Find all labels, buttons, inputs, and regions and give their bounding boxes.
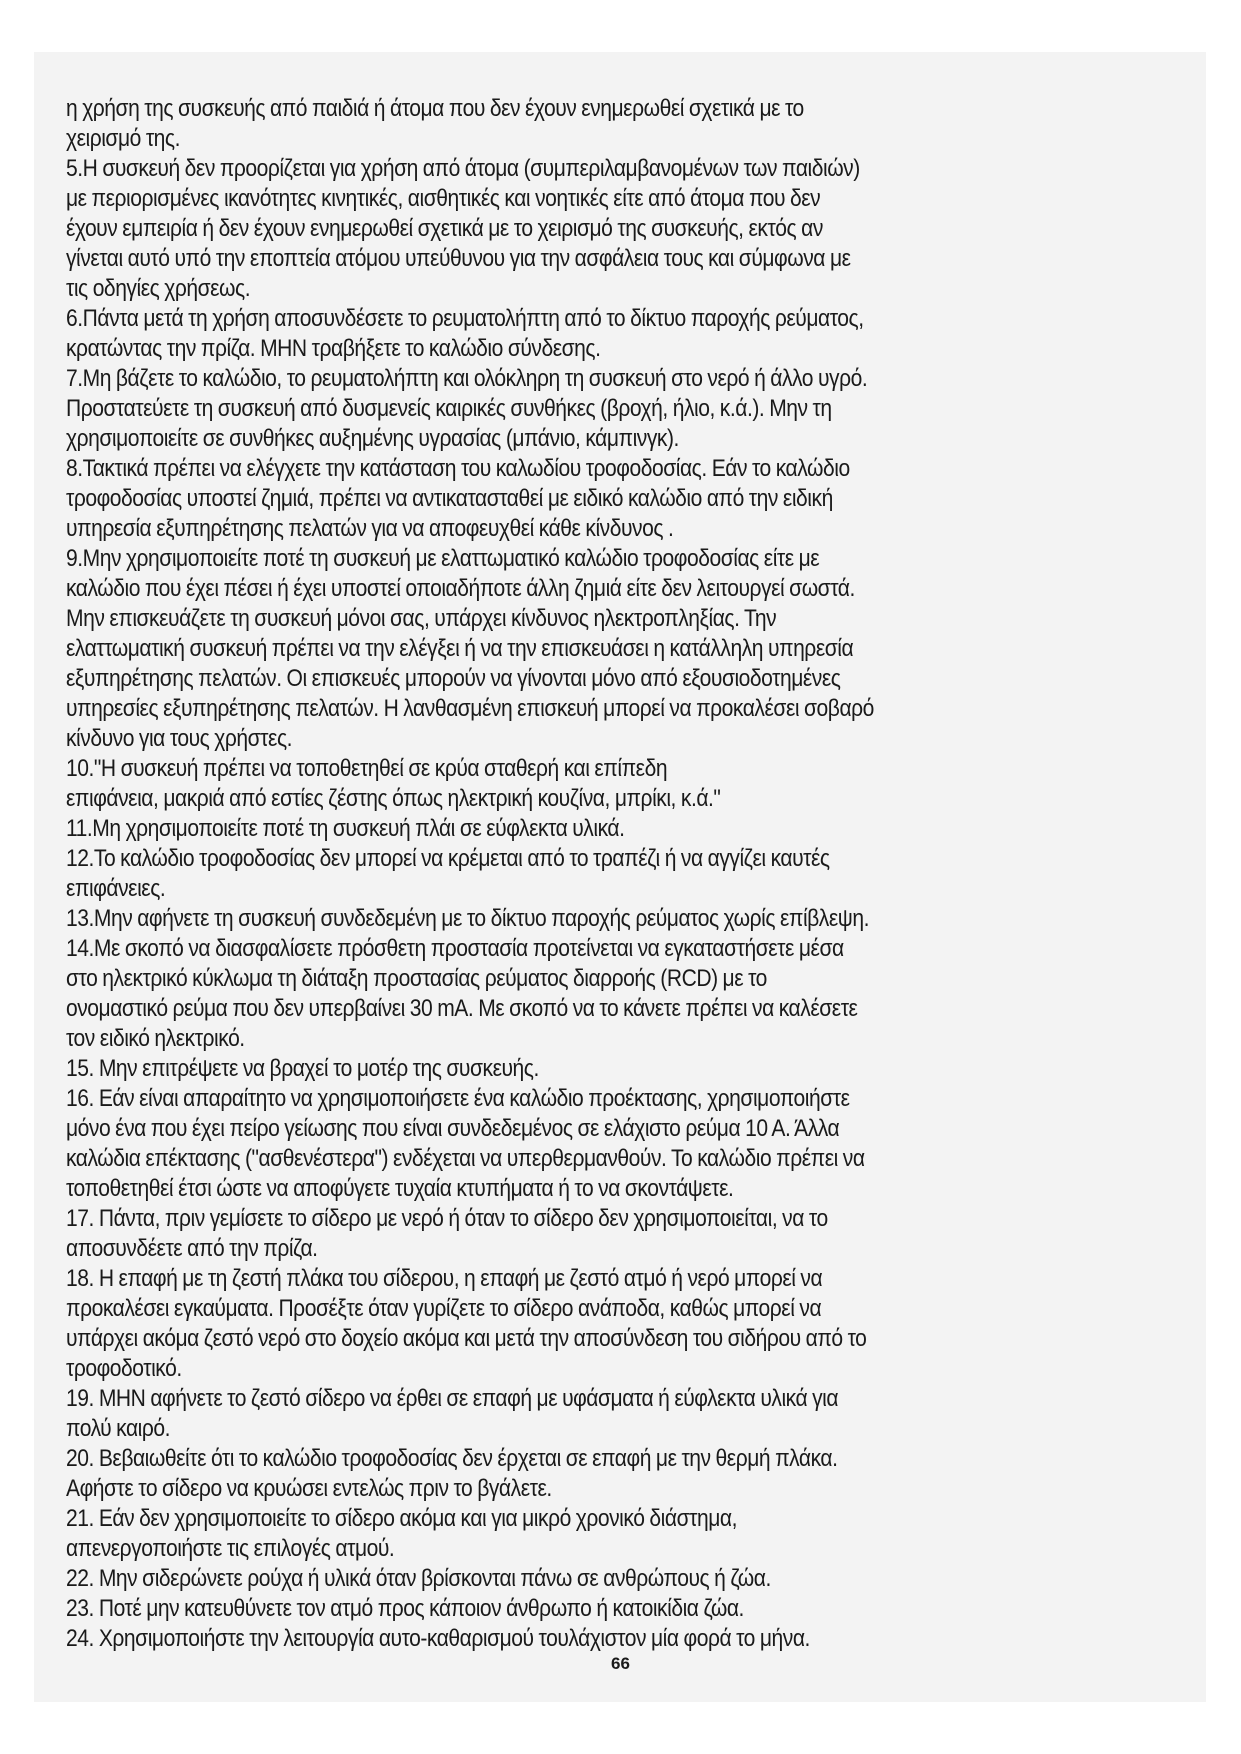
- text-line: 7.Μη βάζετε το καλώδιο, το ρευματολήπτη και ολόκληρη τη συσκευή στο νερό ή άλλο υγρό.: [66, 365, 868, 392]
- text-line: ελαττωματική συσκευή πρέπει να την ελέγξει ή να την επισκευάσει η κατάλληλη υπηρεσία: [66, 635, 854, 662]
- text-line: 22. Μην σιδερώνετε ρούχα ή υλικά όταν βρίσκονται πάνω σε ανθρώπους ή ζώα.: [66, 1565, 771, 1592]
- text-line: 9.Μην χρησιμοποιείτε ποτέ τη συσκευή με ελαττωματικό καλώδιο τροφοδοσίας είτε με: [66, 545, 820, 572]
- text-line: υπηρεσία εξυπηρέτησης πελατών για να αποφευχθεί κάθε κίνδυνος .: [66, 515, 674, 542]
- text-line: η χρήση της συσκευής από παιδιά ή άτομα που δεν έχουν ενημερωθεί σχετικά με το: [66, 95, 804, 122]
- text-line: στο ηλεκτρικό κύκλωμα τη διάταξη προστασίας ρεύματος διαρροής (RCD) με το: [66, 965, 767, 992]
- text-line: Προστατεύετε τη συσκευή από δυσμενείς καιρικές συνθήκες (βροχή, ήλιο, κ.ά.). Μην τη: [66, 395, 832, 422]
- text-line: 13.Μην αφήνετε τη συσκευή συνδεδεμένη με το δίκτυο παροχής ρεύματος χωρίς επίβλεψη.: [66, 905, 869, 932]
- text-line: Μην επισκευάζετε τη συσκευή μόνοι σας, υπάρχει κίνδυνος ηλεκτροπληξίας. Την: [66, 605, 777, 632]
- text-line: 8.Τακτικά πρέπει να ελέγχετε την κατάσταση του καλωδίου τροφοδοσίας. Εάν το καλώδιο: [66, 455, 850, 482]
- text-line: μόνο ένα που έχει πείρο γείωσης που είναι συνδεδεμένος σε ελάχιστο ρεύμα 10 Α. Άλλα: [66, 1115, 840, 1142]
- text-line: 6.Πάντα μετά τη χρήση αποσυνδέσετε το ρευματολήπτη από το δίκτυο παροχής ρεύματος,: [66, 305, 864, 332]
- text-line: αποσυνδέετε από την πρίζα.: [66, 1235, 318, 1262]
- text-line: 10."Η συσκευή πρέπει να τοποθετηθεί σε κρύα σταθερή και επίπεδη: [66, 755, 668, 782]
- text-line: 20. Βεβαιωθείτε ότι το καλώδιο τροφοδοσίας δεν έρχεται σε επαφή με την θερμή πλάκα.: [66, 1445, 838, 1472]
- text-line: έχουν εμπειρία ή δεν έχουν ενημερωθεί σχετικά με το χειρισμό της συσκευής, εκτός αν: [66, 215, 823, 242]
- text-line: τροφοδοτικό.: [66, 1355, 182, 1382]
- text-line: 5.Η συσκευή δεν προορίζεται για χρήση από άτομα (συμπεριλαμβανομένων των παιδιών): [66, 155, 860, 182]
- text-line: 24. Χρησιμοποιήστε την λειτουργία αυτο-καθαρισμού τουλάχιστον μία φορά το μήνα.: [66, 1625, 810, 1652]
- text-line: καλώδιο που έχει πέσει ή έχει υποστεί οποιαδήποτε άλλη ζημιά είτε δεν λειτουργεί σωστά.: [66, 575, 855, 602]
- text-line: επιφάνειες.: [66, 875, 166, 902]
- page-number: 66: [611, 1654, 630, 1673]
- text-line: 23. Ποτέ μην κατευθύνετε τον ατμό προς κάποιον άνθρωπο ή κατοικίδια ζώα.: [66, 1595, 744, 1622]
- text-line: κίνδυνο για τους χρήστες.: [66, 725, 293, 752]
- safety-instructions-text: [66, 94, 1029, 1654]
- text-line: υπηρεσίες εξυπηρέτησης πελατών. Η λανθασμένη επισκευή μπορεί να προκαλέσει σοβαρό: [66, 695, 874, 722]
- text-line: 11.Μη χρησιμοποιείτε ποτέ τη συσκευή πλάι σε εύφλεκτα υλικά.: [66, 815, 625, 842]
- text-line: χρησιμοποιείτε σε συνθήκες αυξημένης υγρασίας (μπάνιο, κάμπινγκ).: [66, 425, 679, 452]
- text-line: 19. ΜΗΝ αφήνετε το ζεστό σίδερο να έρθει σε επαφή με υφάσματα ή εύφλεκτα υλικά για: [66, 1385, 839, 1412]
- text-line: καλώδια επέκτασης ("ασθενέστερα") ενδέχεται να υπερθερμανθούν. Το καλώδιο πρέπει να: [66, 1145, 865, 1172]
- text-line: 15. Μην επιτρέψετε να βραχεί το μοτέρ της συσκευής.: [66, 1055, 539, 1082]
- text-line: χειρισμό της.: [66, 125, 180, 152]
- text-line: απενεργοποιήστε τις επιλογές ατμού.: [66, 1535, 395, 1562]
- text-line: πολύ καιρό.: [66, 1415, 171, 1442]
- text-line: υπάρχει ακόμα ζεστό νερό στο δοχείο ακόμα και μετά την αποσύνδεση του σιδήρου από το: [66, 1325, 867, 1352]
- text-line: εξυπηρέτησης πελατών. Οι επισκευές μπορούν να γίνονται μόνο από εξουσιοδοτημένες: [66, 665, 841, 692]
- text-line: 17. Πάντα, πριν γεμίσετε το σίδερο με νερό ή όταν το σίδερο δεν χρησιμοποιείται, να το: [66, 1205, 828, 1232]
- text-line: 21. Εάν δεν χρησιμοποιείτε το σίδερο ακόμα και για μικρό χρονικό διάστημα,: [66, 1505, 737, 1532]
- text-line: Αφήστε το σίδερο να κρυώσει εντελώς πριν το βγάλετε.: [66, 1475, 552, 1502]
- text-line: τον ειδικό ηλεκτρικό.: [66, 1025, 245, 1052]
- text-line: με περιορισμένες ικανότητες κινητικές, αισθητικές και νοητικές είτε από άτομα που δεν: [66, 185, 821, 212]
- text-line: κρατώντας την πρίζα. ΜΗΝ τραβήξετε το καλώδιο σύνδεσης.: [66, 335, 601, 362]
- text-line: γίνεται αυτό υπό την εποπτεία ατόμου υπεύθυνου για την ασφάλεια τους και σύμφωνα με: [66, 245, 851, 272]
- text-line: 16. Εάν είναι απαραίτητο να χρησιμοποιήσετε ένα καλώδιο προέκτασης, χρησιμοποιήστε: [66, 1085, 850, 1112]
- text-line: 14.Με σκοπό να διασφαλίσετε πρόσθετη προστασία προτείνεται να εγκαταστήσετε μέσα: [66, 935, 844, 962]
- text-line: τροφοδοσίας υποστεί ζημιά, πρέπει να αντικατασταθεί με ειδικό καλώδιο από την ειδική: [66, 485, 833, 512]
- text-line: προκαλέσει εγκαύματα. Προσέξτε όταν γυρίζετε το σίδερο ανάποδα, καθώς μπορεί να: [66, 1295, 822, 1322]
- text-line: ονομαστικό ρεύμα που δεν υπερβαίνει 30 mA. Με σκοπό να το κάνετε πρέπει να καλέσετε: [66, 995, 858, 1022]
- text-line: 12.Το καλώδιο τροφοδοσίας δεν μπορεί να κρέμεται από το τραπέζι ή να αγγίζει καυτές: [66, 845, 830, 872]
- text-line: τις οδηγίες χρήσεως.: [66, 275, 251, 302]
- text-line: τοποθετηθεί έτσι ώστε να αποφύγετε τυχαία κτυπήματα ή το να σκοντάψετε.: [66, 1175, 734, 1202]
- text-line: 18. Η επαφή με τη ζεστή πλάκα του σίδερου, η επαφή με ζεστό ατμό ή νερό μπορεί να: [66, 1265, 823, 1292]
- text-line: επιφάνεια, μακριά από εστίες ζέστης όπως ηλεκτρική κουζίνα, μπρίκι, κ.ά.": [66, 785, 721, 812]
